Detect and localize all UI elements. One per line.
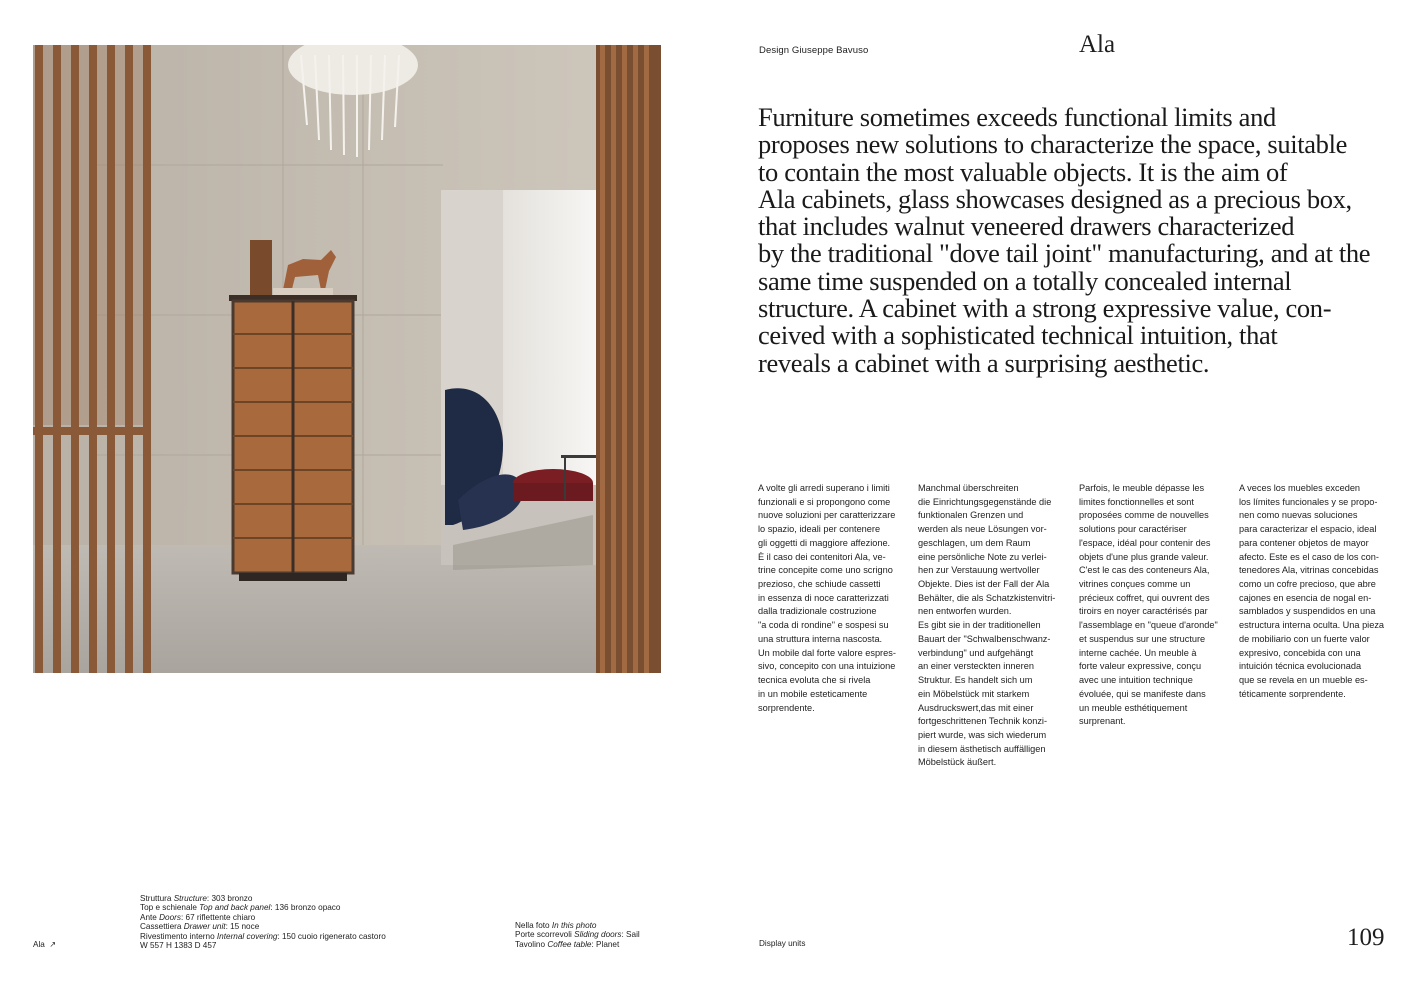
column-line: Parfois, le meuble dépasse les [1079,483,1205,493]
spec-line [515,930,640,939]
column-line: Es gibt sie in der traditionellen [918,620,1041,631]
column-line: avec une intuition technique [1079,675,1193,686]
column-line: Bauart der "Schwalbenschwanz- [918,633,1051,644]
column-line: proposées comme de nouvelles [1079,510,1209,521]
column-line: tecnica evoluta che si rivela [758,675,871,686]
spanish-text-column [1239,482,1394,702]
german-text-column [918,482,1073,770]
column-line: eine persönliche Note zu verlei- [918,551,1047,562]
intro-line: Ala cabinets, glass showcases designed as a precious box, [758,183,1352,214]
window-curtain [503,190,596,490]
column-line: Objekte. Dies ist der Fall der Ala [918,579,1050,590]
column-line: dalla tradizionale costruzione [758,606,877,617]
spec-value: : Sail [621,930,640,940]
spec-label: Ante [140,912,160,922]
spec-value: : Planet [591,939,620,949]
spec-value: : 67 riflettente chiaro [180,912,256,922]
column-line: A veces los muebles exceden [1239,483,1361,493]
page-number: 109 [1347,924,1385,951]
column-line: limites fonctionnelles et sont [1079,496,1194,507]
spec-value: : 303 bronzo [206,894,253,903]
column-line: una struttura interna nascosta. [758,633,883,644]
spec-label: Top e schienale [140,903,200,913]
column-line: afecto. Este es el caso de los con- [1239,551,1379,562]
finish-specifications [140,894,386,950]
column-line: para caracterizar el espacio, ideal [1239,524,1377,535]
column-line: in diesem ästhetisch auffälligen [918,743,1046,754]
column-line: interne cachée. Un meuble à [1079,647,1197,658]
spec-label: Rivestimento interno [140,931,217,941]
intro-line: structure. A cabinet with a strong expressive value, con- [758,293,1332,324]
column-line: Manchmal überschreiten [918,483,1019,493]
column-line: cajones en esencia de nogal en- [1239,592,1372,603]
column-line: sivo, concepito con una intuizione [758,661,896,672]
footer-product-label: Ala [33,940,45,949]
column-line: solutions pour caractériser [1079,524,1187,535]
column-line: C'est le cas des conteneurs Ala, [1079,565,1210,576]
column-line: Möbelstück äußert. [918,757,997,768]
intro-line: ceived with a sophisticated technical intuition, that [758,320,1278,351]
italian-text-column [758,482,913,715]
column-line: forte valeur expressive, conçu [1079,661,1202,672]
column-line: funzionali e si propongono come [758,496,891,507]
product-title: Ala [1079,31,1116,58]
column-line: et suspendus sur une structure [1079,633,1206,644]
spec-label: W 557 H 1383 D 457 [140,941,217,951]
intro-line: reveals a cabinet with a surprising aesthetic. [758,347,1210,378]
column-line: funktionalen Grenzen und [918,510,1024,521]
spec-line [140,913,386,922]
column-line: geschlagen, um dem Raum [918,537,1031,548]
spec-line [140,922,386,931]
column-line: gli oggetti di maggiore affezione. [758,537,891,548]
spec-label-en: Structure [173,894,207,903]
spec-label-en: Top and back panel [199,903,271,913]
column-line: fortgeschrittenen Technik konzi- [918,716,1048,727]
spec-line [515,921,640,930]
spec-label: Cassettiera [140,922,184,932]
column-line: Behälter, die als Schatzkistenvitri- [918,592,1056,603]
column-line: trine concepite come uno scrigno [758,565,893,576]
spec-label: Porte scorrevoli [515,930,575,940]
intro-paragraph [758,104,1398,377]
intro-line: proposes new solutions to characterize the space, suitable [758,129,1347,160]
coffee-table [561,455,601,458]
french-text-column [1079,482,1234,729]
column-line: l'assemblage en "queue d'aronde" [1079,620,1218,631]
intro-line: by the traditional "dove tail joint" manufacturing, and at the [758,238,1371,269]
footer-product-link[interactable] [33,939,56,949]
spec-label-en: Drawer unit [183,922,226,932]
column-line: tenedores Ala, vitrinas concebidas [1239,565,1379,576]
column-line: tiroirs en noyer caractérisés par [1079,606,1208,617]
column-line: ein Möbelstück mit starkem [918,688,1030,699]
column-line: verbindung" und aufgehängt [918,647,1034,658]
column-line: estructura interna oculta. Una pieza [1239,620,1385,631]
column-line: surprenant. [1079,716,1126,727]
intro-line: to contain the most valuable objects. It is the aim of [758,156,1288,187]
column-line: werden als neue Lösungen vor- [918,524,1047,535]
column-line: samblados y suspendidos en una [1239,606,1376,617]
column-line: que se revela en un mueble es- [1239,675,1368,686]
column-line: vitrines conçues comme un [1079,579,1191,590]
right-sliding-door [596,45,661,673]
spec-label-en: In this photo [551,921,597,930]
column-line: expresivo, concebida con una [1239,647,1361,658]
column-line: précieux coffret, qui ouvrent des [1079,592,1210,603]
column-line: È il caso dei contenitori Ala, ve- [758,551,886,562]
column-line: hen zur Verstauung wertvoller [918,565,1040,576]
column-line: in essenza di noce caratterizzati [758,592,889,603]
spec-label: Nella foto [515,921,552,930]
column-line: Ausdruckswert,das mit einer [918,702,1034,713]
product-photo [33,45,661,673]
column-line: l'espace, idéal pour contenir des [1079,537,1211,548]
column-line: nen entworfen wurden. [918,606,1012,617]
column-line: téticamente sorprendente. [1239,688,1346,699]
column-line: intuición técnica evolucionada [1239,661,1362,672]
column-line: un meuble esthétiquement [1079,702,1188,713]
column-line: "a coda di rondine" e sospesi su [758,620,889,631]
photo-caption [515,921,640,949]
spec-value: : 150 cuoio rigenerato castoro [277,931,386,941]
column-line: prezioso, che schiude cassetti [758,579,881,590]
column-line: A volte gli arredi superano i limiti [758,483,890,493]
vase [250,240,272,295]
spec-line [515,940,640,949]
column-line: para contener objetos de mayor [1239,537,1369,548]
spec-line [140,903,386,912]
column-line: objets d'une plus grande valeur. [1079,551,1209,562]
column-line: los límites funcionales y se propo- [1239,496,1378,507]
column-line: an einer versteckten inneren [918,661,1034,672]
spec-line [140,894,386,903]
intro-line: same time suspended on a totally concealed internal [758,265,1292,296]
column-line: nuove soluzioni per caratterizzare [758,510,896,521]
section-label: Display units [759,939,806,948]
column-line: évoluée, qui se manifeste dans [1079,688,1206,699]
column-line: como un cofre precioso, que abre [1239,579,1376,590]
column-line: lo spazio, ideali per contenere [758,524,881,535]
spec-label: Struttura [140,894,174,903]
intro-line: Furniture sometimes exceeds functional limits and [758,102,1276,132]
spec-value: : 136 bronzo opaco [270,903,341,913]
spec-label-en: Internal covering [216,931,278,941]
spec-label: Tavolino [515,939,548,949]
column-line: sorprendente. [758,702,815,713]
arrow-up-right-icon: ↗ [49,940,57,949]
spec-label-en: Sliding doors [574,930,622,940]
column-line: die Einrichtungsgegenstände die [918,496,1052,507]
column-line: Struktur. Es handelt sich um [918,675,1033,686]
spec-label-en: Coffee table [547,939,592,949]
spec-line [140,932,386,941]
spec-value: : 15 noce [225,922,260,932]
column-line: in un mobile esteticamente [758,688,868,699]
intro-line: that includes walnut veneered drawers characterized [758,211,1295,242]
spec-label-en: Doors [159,912,181,922]
column-line: de mobiliario con un fuerte valor [1239,633,1370,644]
column-line: Un mobile dal forte valore espres- [758,647,896,658]
designer-credit: Design Giuseppe Bavuso [759,45,869,56]
spec-line [140,941,386,950]
column-line: piert wurde, was sich wiederum [918,729,1047,740]
column-line: nen como nuevas soluciones [1239,510,1358,521]
